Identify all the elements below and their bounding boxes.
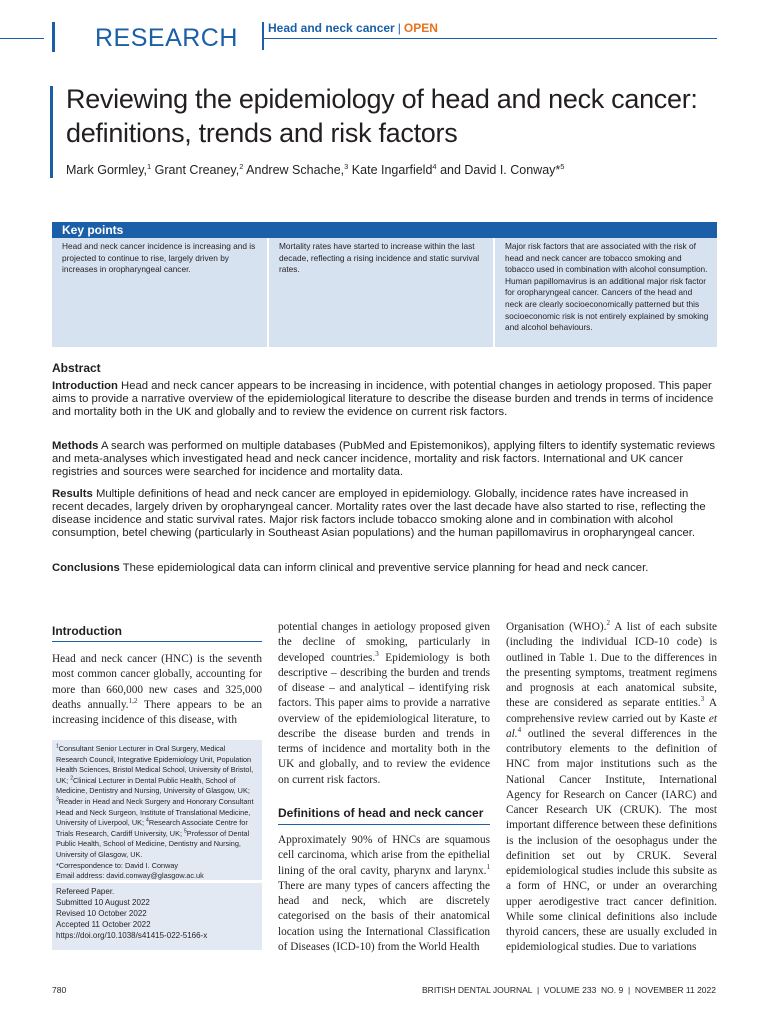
- header-accent-bar-right: [262, 22, 264, 50]
- header-rule-right: [262, 38, 717, 39]
- author-affil-sup: 3: [344, 161, 349, 171]
- body-paragraph: [278, 620, 490, 788]
- section-heading-introduction: Introduction: [52, 624, 122, 638]
- author-name: Grant Creaney,: [151, 163, 240, 177]
- citation-sup: 1: [486, 862, 490, 871]
- revised-date: Revised 10 October 2022: [56, 909, 147, 918]
- open-access-badge: OPEN: [403, 21, 438, 35]
- abstract-results: [52, 488, 722, 540]
- author-affil-sup: 4: [432, 161, 437, 171]
- affil-sup: 2: [70, 775, 73, 782]
- submitted-date: Submitted 10 August 2022: [56, 898, 150, 907]
- key-point: Mortality rates have started to increase within the last decade, reflecting a rising incidence and static survival rates.: [269, 238, 493, 347]
- body-text: Epidemiology is both descriptive – describing the burden and trends of disease – and analytical – identifying risk factors. This paper aims to provide a narrative overview of the epidemiological literature, to describe the disease burden and trends in terms of incidence and mortality both in the UK and globally, and to review the evidence on current risk factors.: [278, 651, 490, 786]
- article-title: Reviewing the epidemiology of head and neck cancer: definitions, trends and risk factors: [66, 84, 698, 148]
- affil-sup: 4: [146, 817, 149, 824]
- author-affil-sup: 1: [147, 161, 152, 171]
- key-point: Head and neck cancer incidence is increasing and is projected to continue to rise, largely driven by increases in oropharyngeal cancer.: [52, 238, 267, 347]
- header-accent-bar: [52, 22, 55, 52]
- title-accent-bar: [50, 86, 53, 178]
- accepted-date: Accepted 11 October 2022: [56, 920, 151, 929]
- body-text: Approximately 90% of HNCs are squamous cell carcinoma, which arise from the epithelial lining of the oral cavity, pharynx and larynx.: [278, 834, 490, 877]
- body-text: A comprehensive review carried out by Kaste: [506, 697, 718, 725]
- body-text: A list of each subsite (including the individual ICD-10 code) is outlined in Table 1. Due to the differences in the presenting symptoms, treatment regimens and prognosis at each anatomical subsite, these are considered as separate entities.: [506, 621, 717, 710]
- section-heading-rule: [52, 641, 262, 642]
- citation-sup: 3: [700, 695, 705, 704]
- key-point: Major risk factors that are associated with the risk of head and neck cancer are tobacco smoking and tobacco used in combination with alcohol consumption. Human papillomavirus is an additional major risk factor for oropharyngeal cancer. Cancers of the head and neck are clearly socioeconomically patterned but this socioeconomic risk is not entirely explained by smoking and alcohol behaviours.: [495, 238, 717, 347]
- body-text: Organisation (WHO).: [506, 621, 607, 633]
- citation-sup: 3: [375, 649, 379, 658]
- affiliations-box: [52, 740, 262, 880]
- abstract-methods: [52, 440, 722, 479]
- affil-text: Research Associate Centre for Trials Research, Cardiff University, UK;: [56, 818, 248, 838]
- author-name: Mark Gormley,: [66, 163, 148, 177]
- body-paragraph: [506, 620, 717, 956]
- header-rule-left: [0, 38, 44, 39]
- referee-status: Refereed Paper.: [56, 887, 115, 896]
- journal-footer: BRITISH DENTAL JOURNAL | VOLUME 233 NO. 9 | NOVEMBER 11 2022: [422, 985, 716, 995]
- author-name: Kate Ingarfield: [348, 163, 433, 177]
- abstract-label: Introduction: [52, 380, 118, 392]
- author-list: [66, 163, 746, 177]
- correspondence: *Correspondence to: David I. Conway: [56, 860, 179, 870]
- citation-sup: 1,2: [128, 696, 138, 705]
- abstract-conclusions: [52, 562, 722, 575]
- body-text: There appears to be an increasing incidence of this disease, with: [52, 698, 262, 726]
- referee-box: [52, 883, 262, 950]
- topic-label: [268, 21, 438, 35]
- topic-separator: |: [397, 21, 401, 35]
- citation-sup: 2: [606, 619, 610, 628]
- author-affil-sup: 5: [560, 161, 565, 171]
- doi-link[interactable]: https://doi.org/10.1038/s41415-022-5166-x: [56, 931, 208, 940]
- abstract-label: Conclusions: [52, 562, 120, 574]
- affil-sup: 1: [56, 743, 59, 750]
- author-name: Andrew Schache,: [243, 163, 345, 177]
- abstract-label: Results: [52, 488, 93, 500]
- body-text: outlined the several differences in the contributory elements to the definition of HNC from major institutions such as the National Cancer Institute, International Agency for Research on Cancer (IARC) and Cancer Research UK (CRUK). The most important difference between these definitions is the inclusion of the oesophagus under the definition set out by CRUK. Several epidemiological studies include this subsite as a form of HNC, or under an overarching upper aerodigestive tract cancer definition. While some clinical definitions also include thyroid cancers, these are usually excluded in epidemiological studies. Due to variations: [506, 727, 717, 954]
- section-heading-definitions: Definitions of head and neck cancer: [278, 806, 484, 820]
- affil-text: Professor of Dental Public Health, School of Medicine, Dentistry and Nursing, University of Glasgow, UK.: [56, 828, 250, 859]
- body-text: There are many types of cancers affecting the head and neck, which are discretely categorised on the basis of their anatomical location using the International Classification of Diseases (ICD-10) from the World Health: [278, 879, 490, 953]
- abstract-introduction: [52, 380, 722, 419]
- abstract-heading: Abstract: [52, 361, 101, 375]
- section-label: RESEARCH: [95, 24, 238, 52]
- author-affil-sup: 2: [239, 161, 244, 171]
- affil-sup: 5: [184, 828, 187, 835]
- email-address: Email address: david.conway@glasgow.ac.uk: [56, 871, 204, 881]
- topic-text: Head and neck cancer: [268, 21, 395, 35]
- abstract-text: These epidemiological data can inform clinical and preventive service planning for head and neck cancer.: [119, 562, 649, 574]
- affil-text: Reader in Head and Neck Surgery and Honorary Consultant Head and Neck Surgeon, Institute of Translational Medicine, University of Liverpool, UK;: [56, 796, 254, 828]
- section-heading-rule: [278, 824, 490, 825]
- author-name: and David I. Conway*: [436, 163, 561, 177]
- abstract-text: Multiple definitions of head and neck cancer are employed in epidemiology. Globally, incidence rates have increased in recent decades, largely driven by oropharyngeal cancer. Mortality rates over the last decade have also started to rise, reflecting the disease incidence and static survival rates. Major risk factors include tobacco smoking alone and in combination with alcohol consumption, betel chewing (particularly in Southeast Asian populations) and the human papillomavirus in oropharyngeal cancer.: [52, 488, 706, 539]
- et-al-text: et al.: [506, 712, 717, 740]
- key-points-heading: Key points: [52, 222, 717, 238]
- affil-sup: 3: [56, 796, 59, 803]
- body-text: potential changes in aetiology proposed given the decline of smoking, particularly in developed countries.: [278, 621, 490, 664]
- affil-text: Consultant Senior Lecturer in Oral Surgery, Medical Research Council, Integrative Epidemiology Unit, Population Health Sciences, Bristol Medical School, University of Bristol, UK;: [56, 744, 254, 785]
- body-paragraph: [278, 833, 490, 955]
- affiliations-text: [56, 744, 258, 861]
- body-text: Head and neck cancer (HNC) is the seventh most common cancer globally, accounting for more than 660,000 new cases and 325,000 deaths annually.: [52, 653, 262, 711]
- page-number: 780: [52, 985, 67, 995]
- abstract-label: Methods: [52, 440, 99, 452]
- abstract-text: A search was performed on multiple databases (PubMed and Epistemonikos), applying filters to identify systematic reviews and meta-analyses which investigated head and neck cancer incidence, mortality and risk factors. International and UK cancer registries and sources were searched for incidence and mortality data.: [52, 440, 716, 478]
- affil-text: Clinical Lecturer in Dental Public Health, School of Medicine, Dentistry and Nursing, University of Glasgow, UK;: [56, 775, 250, 796]
- abstract-text: Head and neck cancer appears to be increasing in incidence, with potential changes in aetiology proposed. This paper aims to provide a narrative overview of the epidemiological literature to describe the disease burden and trends in terms of incidence and mortality both in the UK and globally and to review the evidence on current risk factors.: [52, 380, 714, 418]
- citation-sup: 4: [517, 725, 522, 734]
- body-paragraph: [52, 652, 262, 728]
